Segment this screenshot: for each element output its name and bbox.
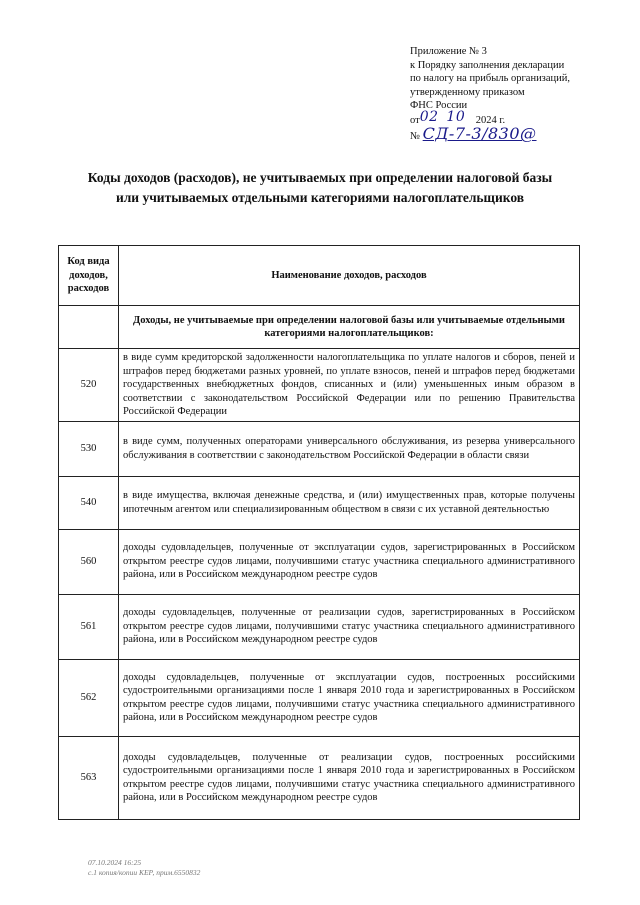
appendix-line-5: ФНС России [410, 100, 468, 111]
section-title: Доходы, не учитываемые при определении налоговой базы или учитываемые отдельными категориями налогоплательщиков: [119, 306, 580, 349]
row-code: 530 [59, 421, 119, 476]
table-row [59, 594, 580, 659]
row-name: доходы судовладельцев, полученные от реализации судов, построенных российскими судостроительными организациями после 1 января 2010 года и зарегистрированных в Российском открытом реестре судов лицами, получившими статус участника специального административного района, или в Российском международном реестре судов [119, 736, 580, 819]
title-line-2: или учитываемых отдельными категориями налогоплательщиков [115, 190, 525, 205]
row-code: 561 [59, 594, 119, 659]
order-number [410, 124, 610, 144]
date-year: 2024 г. [475, 114, 506, 126]
row-code: 520 [59, 349, 119, 422]
row-name: доходы судовладельцев, полученные от эксплуатации судов, построенных российскими судостроительными организациями после 1 января 2010 года и зарегистрированных в Российском открытом реестре судов лицами, получившими статус участника специального административного района, или в Российском международном реестре судов [119, 659, 580, 736]
table-row [59, 659, 580, 736]
row-name: в виде имущества, включая денежные средства, и (или) имущественных прав, которые получены ипотечным агентом или специализированным обществом в связи с их уставной деятельностью [119, 476, 580, 529]
number-prefix: № [410, 131, 421, 142]
appendix-line-4: утвержденному приказом [410, 86, 525, 98]
number-value: СД-7-3/830@ [422, 124, 537, 143]
row-name: в виде сумм, полученных операторами универсального обслуживания, из резерва универсального обслуживания в соответствии с законодательством Российской Федерации в области связи [119, 421, 580, 476]
row-code: 540 [59, 476, 119, 529]
page-title [60, 168, 580, 208]
appendix-line-2: к Порядку заполнения декларации [410, 59, 565, 71]
row-code: 562 [59, 659, 119, 736]
section-code-cell [59, 306, 119, 349]
table-header-row [59, 246, 580, 306]
appendix-line-1: Приложение № 3 [410, 46, 487, 57]
appendix-header [410, 45, 610, 144]
date-day: 02 [419, 108, 439, 125]
row-code: 560 [59, 529, 119, 594]
table-row [59, 736, 580, 819]
table-row [59, 349, 580, 422]
scan-footer [88, 858, 200, 878]
row-code: 563 [59, 736, 119, 819]
table-row [59, 529, 580, 594]
section-row [59, 306, 580, 349]
header-code: Код вида доходов, расходов [59, 246, 119, 306]
date-prefix: от [410, 114, 420, 126]
date-month: 10 [446, 108, 466, 125]
row-name: доходы судовладельцев, полученные от реализации судов, зарегистрированных в Российском открытом реестре судов лицами, получившими статус участника специального административного района, или в Российском международном реестре судов [119, 594, 580, 659]
table-row [59, 476, 580, 529]
footer-line-1: 07.10.2024 16:25 [88, 858, 142, 867]
footer-line-2: с.1 копия/копии КЕР, прим.6550832 [88, 868, 201, 877]
header-name: Наименование доходов, расходов [119, 246, 580, 306]
row-name: в виде сумм кредиторской задолженности налогоплательщика по уплате налогов и сборов, пеней и штрафов перед бюджетами разных уровней, по уплате взносов, пеней и штрафов перед бюджетами государственных внебюджетных фондов, списанных и (или) уменьшенных иным образом в соответствии с законодательством Российской Федерации или по решению Правительства Российской Федерации [119, 349, 580, 422]
appendix-line-3: по налогу на прибыль организаций, [410, 73, 570, 84]
title-line-1: Коды доходов (расходов), не учитываемых при определении налоговой базы [87, 170, 553, 185]
row-name: доходы судовладельцев, полученные от эксплуатации судов, зарегистрированных в Российском открытом реестре судов лицами, получившими статус участника специального административного района, или в Российском международном реестре судов [119, 529, 580, 594]
codes-table [58, 245, 580, 820]
table-row [59, 421, 580, 476]
